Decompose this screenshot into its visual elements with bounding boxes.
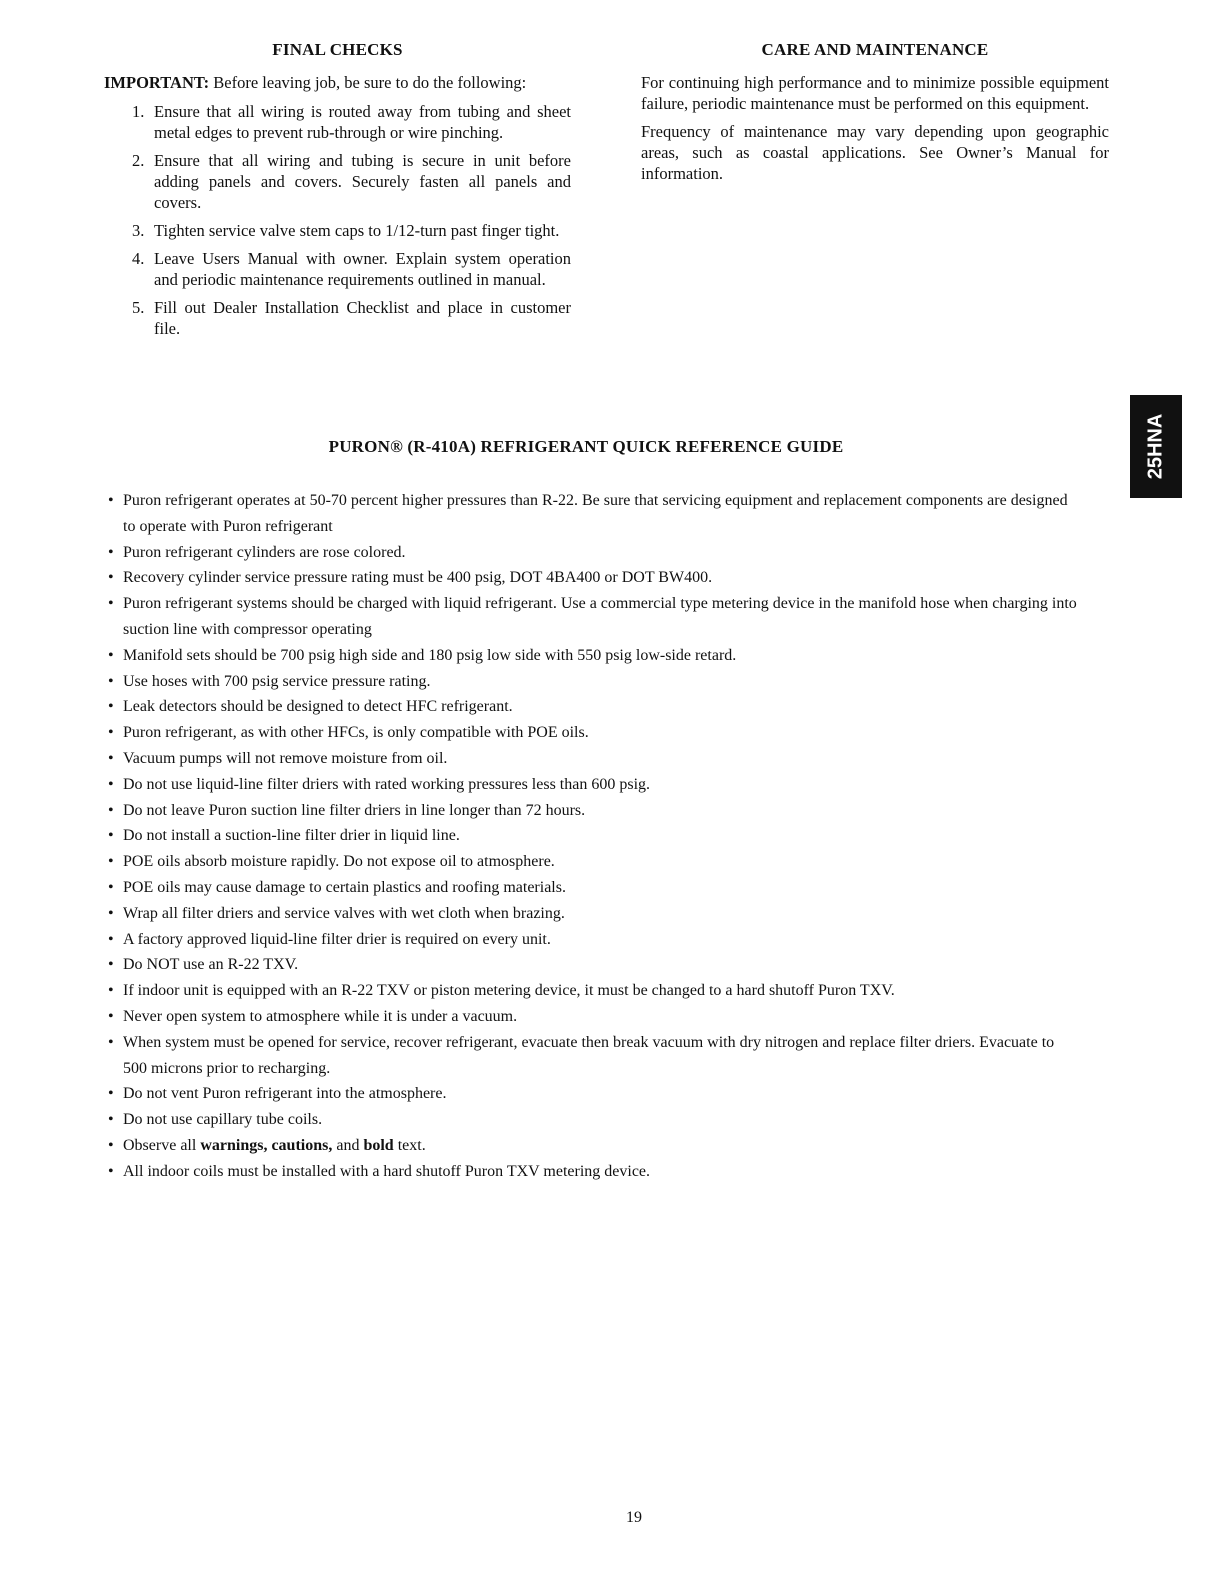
care-maintenance-heading: CARE AND MAINTENANCE	[761, 40, 989, 59]
observe-mid: and	[336, 1136, 360, 1154]
list-item: • Never open system to atmosphere while it is under a vacuum.	[108, 1004, 1078, 1030]
important-label: IMPORTANT:	[104, 73, 210, 92]
list-item: • Use hoses with 700 psig service pressure rating.	[108, 669, 1078, 695]
step-number: 2.	[132, 151, 145, 170]
list-item: • Puron refrigerant, as with other HFCs, is only compatible with POE oils.	[108, 720, 1078, 746]
list-item	[108, 1133, 1078, 1159]
final-checks-section	[104, 40, 571, 346]
step-text: Fill out Dealer Installation Checklist and place in customer file.	[154, 298, 571, 338]
list-item: • When system must be opened for service, recover refrigerant, evacuate then break vacuum with dry nitrogen and replace filter driers. Evacuate to 500 microns prior to recharging.	[108, 1030, 1078, 1082]
step-number: 4.	[132, 249, 145, 268]
list-item: • Do not leave Puron suction line filter driers in line longer than 72 hours.	[108, 798, 1078, 824]
step-number: 5.	[132, 298, 145, 317]
final-checks-list	[104, 101, 571, 339]
model-label: 25HNA	[1144, 413, 1167, 480]
final-checks-heading: FINAL CHECKS	[272, 40, 403, 59]
important-note	[104, 72, 571, 93]
list-item: • POE oils may cause damage to certain plastics and roofing materials.	[108, 875, 1078, 901]
list-item: • Do NOT use an R-22 TXV.	[108, 952, 1078, 978]
observe-bold-2: bold	[363, 1136, 394, 1154]
page-number: 19	[626, 1509, 642, 1526]
step-text: Ensure that all wiring is routed away from tubing and sheet metal edges to prevent rub-through or wire pinching.	[154, 102, 571, 142]
care-maintenance-section	[641, 40, 1109, 191]
list-item: • Do not install a suction-line filter drier in liquid line.	[108, 823, 1078, 849]
list-item: • All indoor coils must be installed with a hard shutoff Puron TXV metering device.	[108, 1159, 1078, 1185]
list-item: • Do not vent Puron refrigerant into the atmosphere.	[108, 1081, 1078, 1107]
list-item	[132, 150, 571, 213]
list-item: • Puron refrigerant operates at 50-70 percent higher pressures than R-22. Be sure that servicing equipment and replacement components are designed to operate with Puron refrigerant	[108, 488, 1078, 540]
list-item	[132, 297, 571, 339]
care-paragraph: Frequency of maintenance may vary depending upon geographic areas, such as coastal applications. See Owner’s Manual for information.	[641, 122, 1109, 183]
list-item: • Manifold sets should be 700 psig high side and 180 psig low side with 550 psig low-side retard.	[108, 643, 1078, 669]
list-item: • Do not use liquid-line filter driers with rated working pressures less than 600 psig.	[108, 772, 1078, 798]
list-item: • Leak detectors should be designed to detect HFC refrigerant.	[108, 694, 1078, 720]
step-text: Ensure that all wiring and tubing is secure in unit before adding panels and covers. Securely fasten all panels and covers.	[154, 151, 571, 212]
care-paragraph: For continuing high performance and to minimize possible equipment failure, periodic maintenance must be performed on this equipment.	[641, 73, 1109, 113]
step-number: 3.	[132, 221, 145, 240]
observe-suffix: text.	[397, 1136, 426, 1154]
list-item: • Wrap all filter driers and service valves with wet cloth when brazing.	[108, 901, 1078, 927]
observe-bold-1: warnings, cautions,	[200, 1136, 333, 1154]
list-item: • Vacuum pumps will not remove moisture from oil.	[108, 746, 1078, 772]
quick-reference-list	[108, 488, 1078, 1185]
observe-prefix: Observe all	[123, 1136, 197, 1154]
list-item	[132, 220, 571, 241]
important-text: Before leaving job, be sure to do the following:	[213, 73, 527, 92]
list-item	[132, 248, 571, 290]
list-item: • POE oils absorb moisture rapidly. Do not expose oil to atmosphere.	[108, 849, 1078, 875]
list-item: • A factory approved liquid-line filter drier is required on every unit.	[108, 927, 1078, 953]
list-item: • Do not use capillary tube coils.	[108, 1107, 1078, 1133]
list-item: • Recovery cylinder service pressure rating must be 400 psig, DOT 4BA400 or DOT BW400.	[108, 565, 1078, 591]
list-item	[132, 101, 571, 143]
step-text: Leave Users Manual with owner. Explain system operation and periodic maintenance requirements outlined in manual.	[154, 249, 571, 289]
quick-reference-heading: PURON® (R-410A) REFRIGERANT QUICK REFERENCE GUIDE	[328, 437, 844, 456]
list-item: • Puron refrigerant systems should be charged with liquid refrigerant. Use a commercial type metering device in the manifold hose when charging into suction line with compressor operating	[108, 591, 1078, 643]
list-item: • Puron refrigerant cylinders are rose colored.	[108, 540, 1078, 566]
list-item: • If indoor unit is equipped with an R-22 TXV or piston metering device, it must be changed to a hard shutoff Puron TXV.	[108, 978, 1078, 1004]
step-text: Tighten service valve stem caps to 1/12-turn past finger tight.	[154, 221, 560, 240]
step-number: 1.	[132, 102, 145, 121]
